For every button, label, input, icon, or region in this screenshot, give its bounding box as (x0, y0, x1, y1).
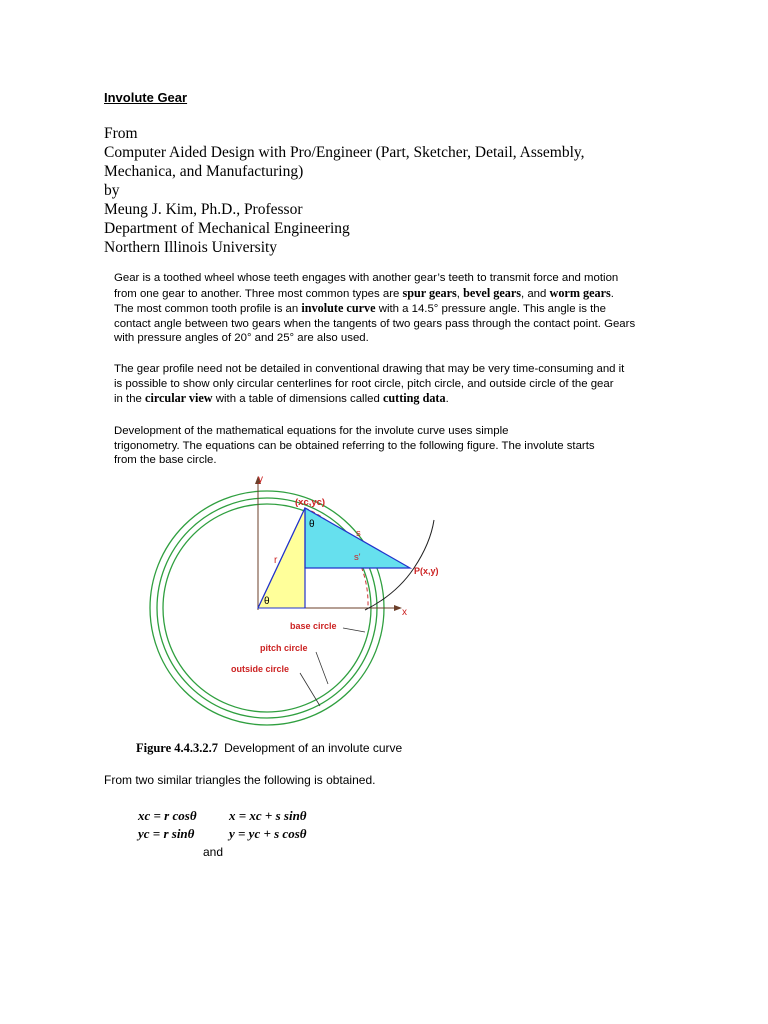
pitch-circle-label: pitch circle (260, 643, 308, 653)
credits-author: Meung J. Kim, Ph.D., Professor (104, 201, 303, 218)
term-bevel-gears: bevel gears (463, 285, 522, 300)
paragraph-gear-definition (114, 271, 714, 346)
page-title: Involute Gear (104, 90, 188, 105)
equation-yc: yc = r sinθ (138, 826, 195, 841)
involute-figure (140, 468, 450, 736)
paragraph-line: from the base circle. (114, 454, 217, 467)
credits-book-title-cont: Mechanica, and Manufacturing) (104, 163, 304, 180)
credits-department: Department of Mechanical Engineering (104, 220, 350, 237)
term-spur-gears: spur gears (402, 285, 457, 300)
paragraph-line: Gear is a toothed wheel whose teeth engages with another gear’s teeth to transmit force and motion (114, 272, 619, 284)
theta-bottom-label: θ (264, 596, 270, 607)
term-cutting-data: cutting data (382, 391, 446, 406)
equation-xc: xc = r cosθ (138, 808, 197, 823)
paragraph-involute-development (114, 424, 714, 468)
paragraph-line: with pressure angles of 20° and 25° are also used. (114, 332, 369, 345)
outside-circle-label: outside circle (231, 664, 290, 674)
s-prime-label: s' (354, 552, 361, 563)
base-circle-label: base circle (290, 621, 337, 631)
base-circle-pointer (343, 628, 365, 632)
paragraph-line: contact angle between two gears when the tangents of two gears pass through the contact point. Gears (114, 317, 636, 330)
r-label: r (274, 555, 278, 566)
s-label: s (356, 528, 361, 539)
paragraph-line: trigonometry. The equations can be obtained referring to the following figure. The involute starts (114, 439, 595, 452)
credits-block (104, 124, 704, 257)
pitch-circle-pointer (316, 652, 328, 684)
credits-book-title: Computer Aided Design with Pro/Engineer (Part, Sketcher, Detail, Assembly, (104, 144, 585, 161)
contact-point-label: (xc,yc) (295, 497, 326, 508)
paragraph-line: The gear profile need not be detailed in conventional drawing that may be very time-consuming and it (114, 363, 625, 375)
credits-from: From (104, 125, 138, 142)
outside-circle-pointer (300, 673, 320, 706)
y-axis-label: y (258, 474, 263, 485)
x-axis-label: x (402, 607, 407, 618)
theta-top-label: θ (309, 519, 315, 530)
term-circular-view: circular view (145, 391, 213, 406)
credits-by: by (104, 182, 120, 199)
and-text: and (203, 845, 224, 859)
paragraph-line: from one gear to another. Three most common types are spur gears, bevel gears, and worm gears. (114, 285, 614, 300)
equation-y: y = yc + s cosθ (229, 826, 307, 841)
similar-triangles-text: From two similar triangles the following is obtained. (104, 773, 376, 787)
term-involute-curve: involute curve (301, 301, 376, 316)
term-worm-gears: worm gears (549, 285, 611, 300)
credits-university: Northern Illinois University (104, 239, 278, 256)
paragraph-line: is possible to show only circular centerlines for root circle, pitch circle, and outside circle of the gear (114, 377, 614, 390)
paragraph-gear-profile (114, 362, 714, 407)
equation-x: x = xc + s sinθ (229, 808, 307, 823)
x-axis-arrow (394, 605, 402, 611)
point-label: P(x,y) (414, 566, 439, 576)
paragraph-line: Development of the mathematical equations for the involute curve uses simple (114, 425, 509, 437)
figure-number: Figure 4.4.3.2.7 (136, 741, 219, 755)
paragraph-line: in the circular view with a table of dimensions called cutting data. (114, 391, 449, 406)
paragraph-line: The most common tooth profile is an involute curve with a 14.5° pressure angle. This angle is the (114, 301, 606, 316)
figure-caption-text: Development of an involute curve (224, 741, 403, 755)
figure-caption (136, 741, 402, 756)
